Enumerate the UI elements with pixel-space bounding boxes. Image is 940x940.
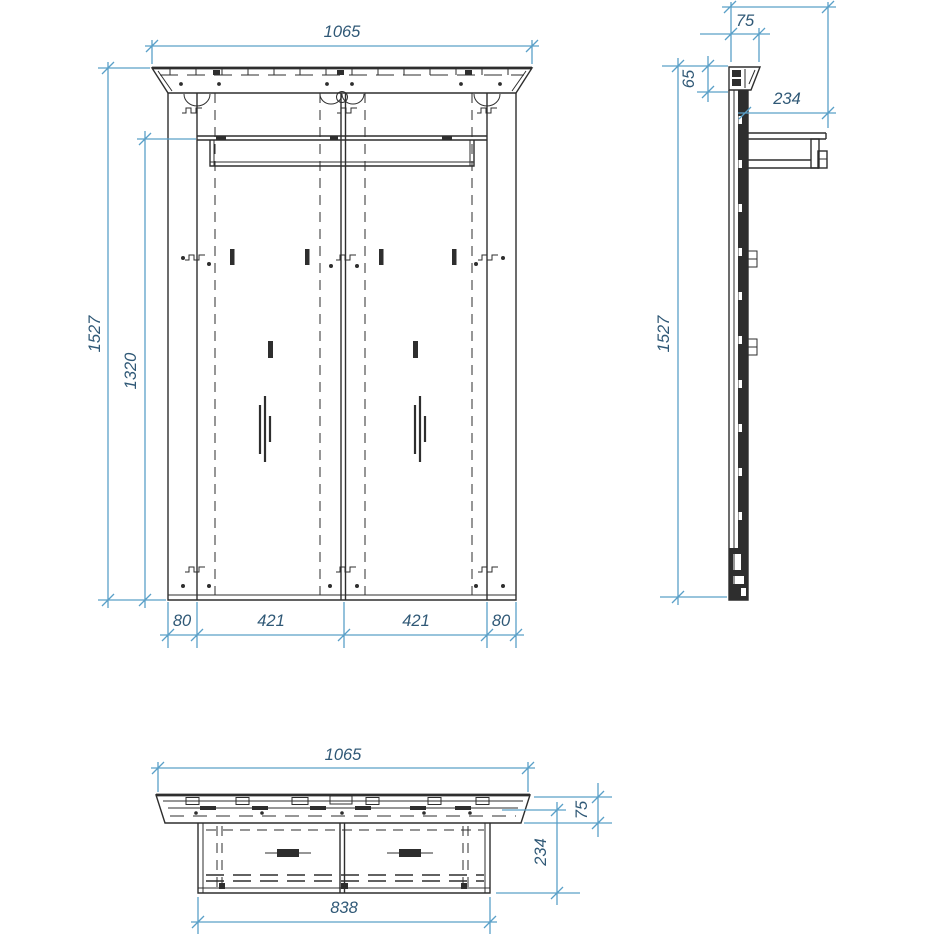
front-view-dimensions (86, 23, 539, 648)
front-view-geometry (152, 68, 532, 600)
plan-view-dimensions (151, 746, 612, 934)
front-total-height-label: 1527 (86, 315, 104, 353)
plan-top-width-label: 1065 (324, 746, 362, 764)
side-top-depth-label: 75 (735, 12, 755, 30)
front-bottom-left-bay-label: 421 (257, 612, 285, 630)
plan-assembly-depth-label: 234 (532, 838, 550, 866)
keyhole-mounts (260, 396, 425, 462)
side-view-geometry (729, 67, 827, 600)
side-cornice-height-label: 65 (680, 69, 698, 89)
front-view (86, 23, 539, 648)
plan-strip-depth-label: 75 (573, 800, 591, 820)
shelf-cam-fittings (265, 849, 433, 857)
front-top-width-label: 1065 (323, 23, 361, 41)
shelf-profile (748, 133, 827, 168)
front-bottom-right-stile-label: 80 (491, 612, 511, 630)
strip-fittings (186, 796, 489, 805)
hanging-rail (197, 136, 487, 166)
side-shelf-depth-label: 234 (773, 90, 801, 108)
plan-view-geometry (156, 795, 530, 893)
plan-shelf-width-label: 838 (330, 899, 358, 917)
side-total-height-label: 1527 (655, 315, 673, 353)
plan-view (151, 746, 612, 934)
side-view (655, 1, 836, 605)
front-bottom-left-stile-label: 80 (172, 612, 192, 630)
front-bottom-right-bay-label: 421 (402, 612, 430, 630)
front-panel-height-label: 1320 (122, 352, 140, 390)
